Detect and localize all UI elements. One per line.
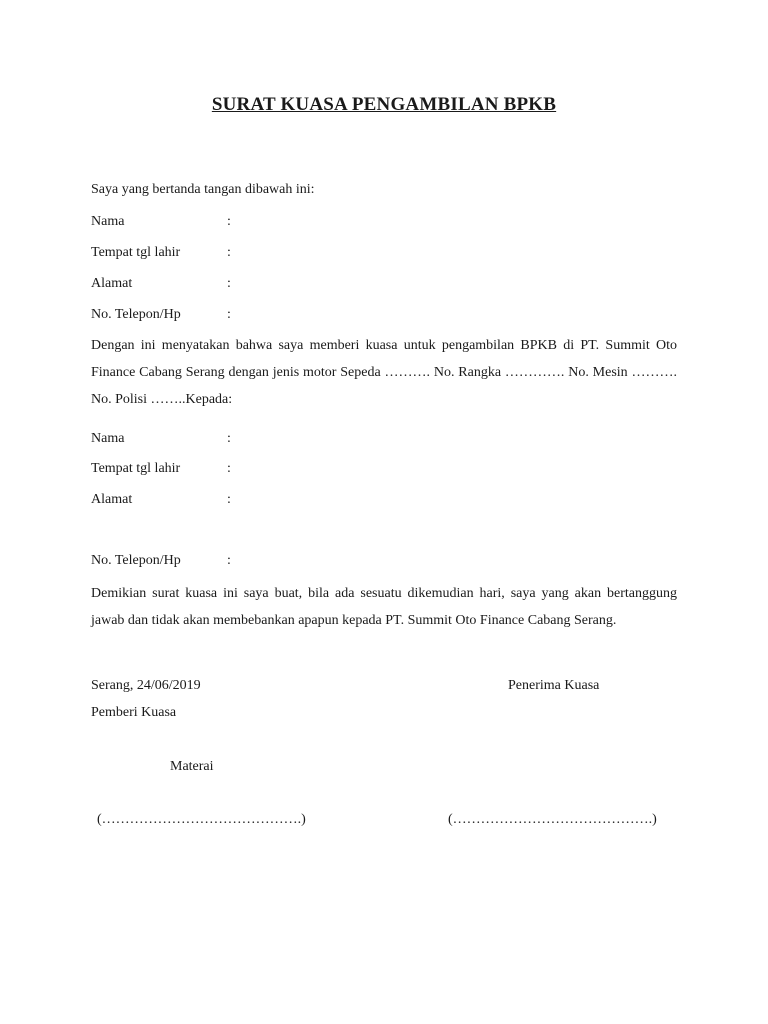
- field-label: Alamat: [91, 276, 133, 291]
- intro-text: Saya yang bertanda tangan dibawah ini:: [91, 182, 315, 197]
- field-colon: :: [227, 245, 231, 260]
- grantee-birth-row: [91, 461, 691, 477]
- field-colon: :: [227, 553, 231, 568]
- receiver-label: Penerima Kuasa: [508, 678, 600, 693]
- field-colon: :: [227, 461, 231, 476]
- field-label: Nama: [91, 431, 125, 446]
- signature-right: (…………………………………….): [448, 812, 657, 827]
- field-label: Alamat: [91, 492, 133, 507]
- signature-left: (…………………………………….): [97, 812, 306, 827]
- field-label: No. Telepon/Hp: [91, 307, 181, 322]
- field-colon: :: [227, 431, 231, 446]
- closing-paragraph: Demikian surat kuasa ini saya buat, bila ada sesuatu dikemudian hari, saya yang akan bertanggung jawab dan tidak akan membebankan apapun kepada PT. Summit Oto Finance Cabang Serang.: [91, 586, 677, 628]
- document-title: SURAT KUASA PENGAMBILAN BPKB: [211, 94, 557, 115]
- field-colon: :: [227, 307, 231, 322]
- grantor-address-row: [91, 276, 691, 292]
- field-colon: :: [227, 276, 231, 291]
- stamp-label: Materai: [170, 759, 214, 774]
- field-label: No. Telepon/Hp: [91, 553, 181, 568]
- field-colon: :: [227, 214, 231, 229]
- grantor-birth-row: [91, 245, 691, 261]
- field-label: Nama: [91, 214, 125, 229]
- grantee-phone-row: [91, 553, 691, 569]
- field-label: Tempat tgl lahir: [91, 461, 181, 476]
- grantee-name-row: [91, 431, 691, 447]
- statement-paragraph: Dengan ini menyatakan bahwa saya memberi kuasa untuk pengambilan BPKB di PT. Summit Oto Finance Cabang Serang dengan jenis motor Sepeda ………. No. Rangka …………. No. Mesin ………. No. Polisi ……..Kepada:: [91, 338, 677, 407]
- grantee-address-row: [91, 492, 691, 508]
- field-colon: :: [227, 492, 231, 507]
- giver-label: Pemberi Kuasa: [91, 705, 177, 720]
- field-label: Tempat tgl lahir: [91, 245, 181, 260]
- grantor-phone-row: [91, 307, 691, 323]
- place-date: Serang, 24/06/2019: [91, 678, 201, 693]
- grantor-name-row: [91, 214, 691, 230]
